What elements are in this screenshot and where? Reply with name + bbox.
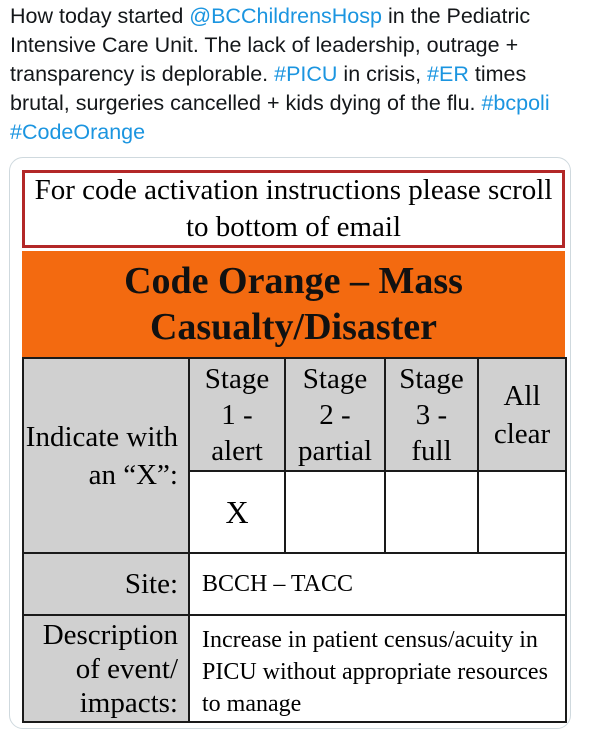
stage-2-mark (285, 471, 385, 553)
tweet-text-segment: times brutal, surgeries cancelled + kids dying of the flu. (10, 62, 527, 115)
code-orange-document (22, 170, 563, 723)
banner-title-line1: Code Orange – Mass (124, 260, 463, 302)
code-orange-banner (22, 251, 565, 357)
stage-2-header: Stage 2 - partial (285, 358, 385, 471)
hashtag-link[interactable]: #CodeOrange (10, 120, 146, 144)
stage-3-header: Stage 3 - full (385, 358, 478, 471)
stage-1-header: Stage 1 - alert (189, 358, 285, 471)
banner-title-line2: Casualty/Disaster (149, 306, 438, 348)
tweet-text-segment: in crisis, (337, 62, 428, 86)
instruction-box (22, 170, 565, 248)
tweet-text-segment: in the Pediatric Intensive Care Unit. The lack of leadership, outrage + transparency is deplorable. (10, 4, 531, 86)
tweet-media-image[interactable] (9, 157, 571, 729)
mention-link[interactable]: @BCChildrensHosp (189, 4, 382, 28)
tweet-text-segment: How today started (10, 4, 190, 28)
instruction-text: For code activation instructions please scroll to bottom of email (34, 174, 553, 243)
stage-3-mark (385, 471, 478, 553)
stage-1-mark: X (189, 471, 285, 553)
tweet-text (10, 2, 585, 147)
all-clear-header: All clear (478, 358, 566, 471)
hashtag-link[interactable]: #bcpoli (481, 91, 550, 115)
description-label: Description of event/ impacts: (23, 615, 189, 722)
site-label: Site: (23, 553, 189, 615)
hashtag-link[interactable]: #ER (427, 62, 469, 86)
activation-form-table (22, 357, 567, 723)
description-value: Increase in patient census/acuity in PICU without appropriate resources to manage (189, 615, 566, 722)
all-clear-mark (478, 471, 566, 553)
indicate-label: Indicate with an “X”: (23, 358, 189, 553)
site-value: BCCH – TACC (189, 553, 566, 615)
hashtag-link[interactable]: #PICU (274, 62, 338, 86)
